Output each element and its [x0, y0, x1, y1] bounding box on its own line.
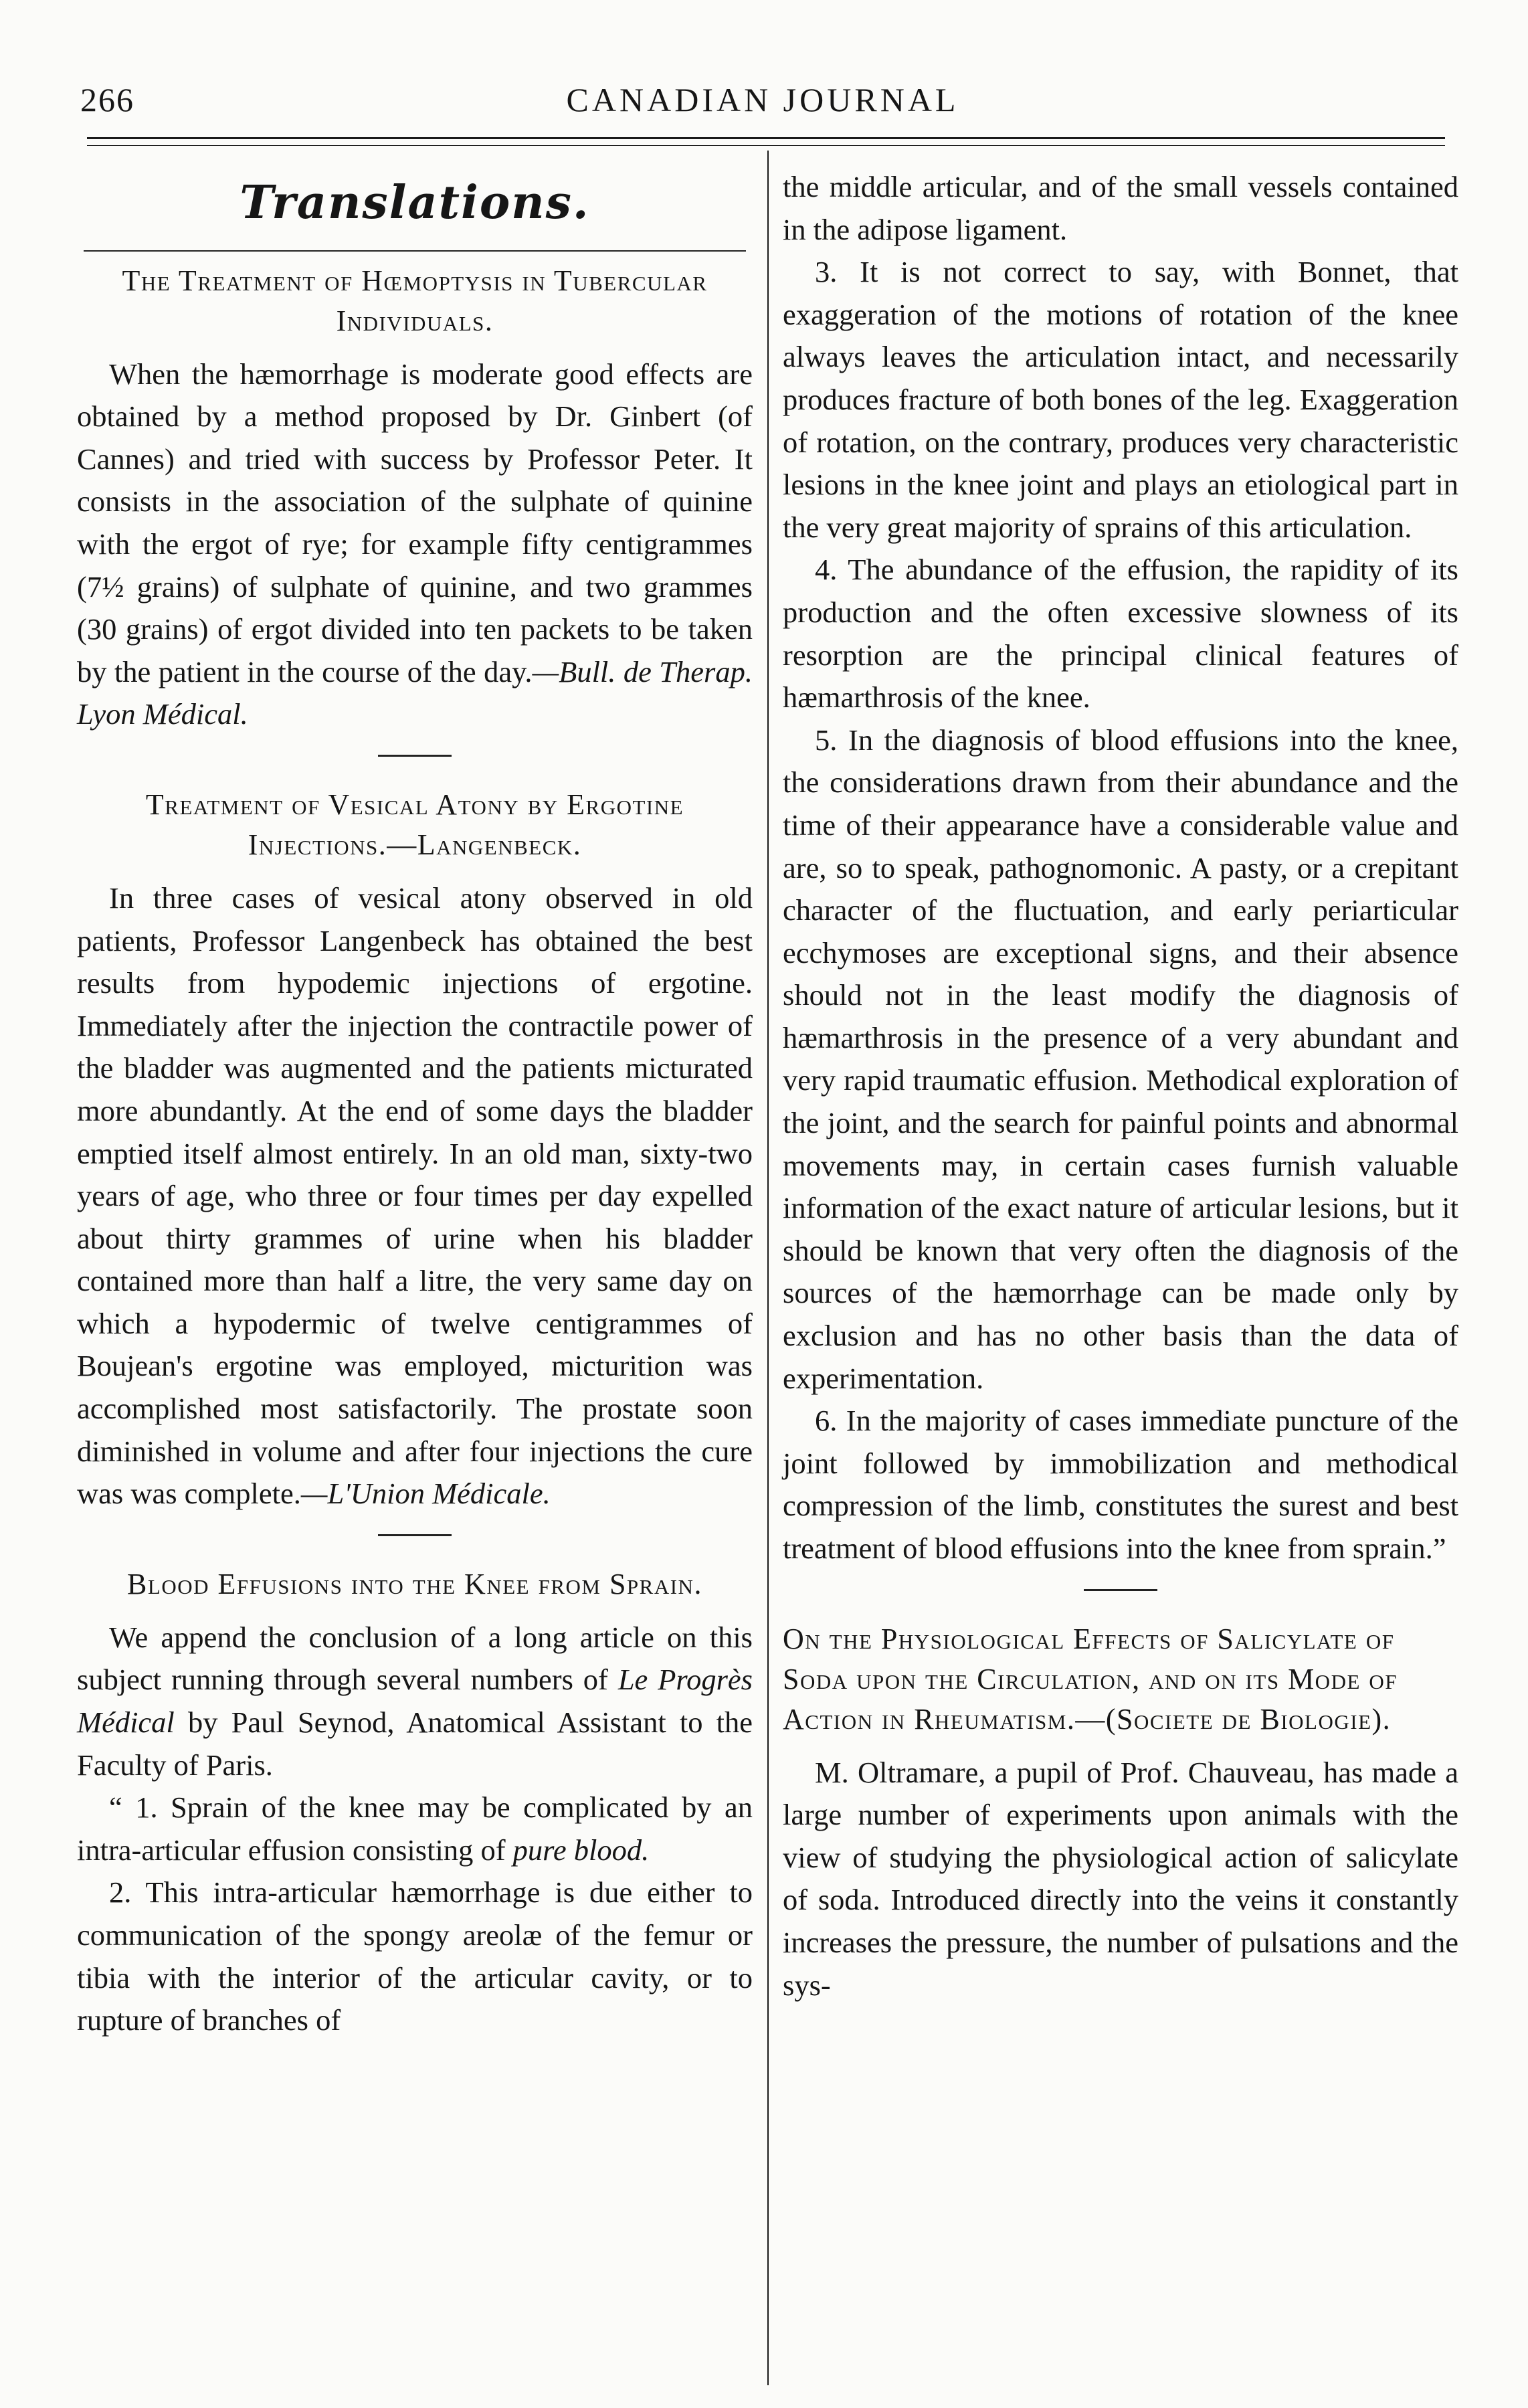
- article-source: —L'Union Médicale.: [300, 1477, 551, 1511]
- section-heading: Translations.: [240, 176, 590, 229]
- article-separator: [378, 755, 452, 757]
- point-emphasis: pure blood.: [512, 1833, 650, 1867]
- knee-point-5: 5. In the diagnosis of blood effusions into the knee, the considerations drawn from their abundance and the time of their appearance have a considerable value and are, so to speak, pathognomonic. A pasty, or a crepitant character of the fluctuation, and early periarticular ecchymoses are exceptional signs, and their absence should not in the least modify the diagnosis of hæmarthrosis in the presence of a very abundant and very rapid traumatic effusion. Methodical exploration of the joint, and the search for painful points and abnormal movements may, in certain cases furnish valuable information of the exact nature of articular lesions, but it should be known that very often the diagnosis of the sources of the hæmorrhage can be made only by exclusion and has no other basis than the data of experimentation.: [783, 723, 1458, 1395]
- section-rule: [84, 250, 746, 252]
- knee-point-6: 6. In the majority of cases immediate puncture of the joint followed by immobilization and methodical compression of the limb, constitutes the surest and best treatment of blood effusions into the knee from sprain.”: [783, 1404, 1458, 1565]
- running-head: CANADIAN JOURNAL: [566, 81, 959, 118]
- point-text: “ 1. Sprain of the knee may be complicated by an intra-articular effusion consisting of: [77, 1790, 753, 1867]
- intro-text: by Paul Seynod, Anatomical Assistant to the Faculty of Paris.: [77, 1705, 753, 1782]
- intro-text: We append the conclusion of a long article on this subject running through several numbers of: [77, 1620, 753, 1697]
- journal-name: Le Progrès Médical: [77, 1663, 753, 1740]
- column-divider: [767, 151, 769, 2385]
- article-intro-knee-effusion: [77, 1616, 753, 1786]
- article-separator: [1084, 1589, 1157, 1591]
- article-body-haemoptysis: [77, 353, 753, 736]
- knee-point-2: 2. This intra-articular hæmorrhage is due either to communication of the spongy areolæ of the femur or tibia with the interior of the articular cavity, or to rupture of branches of: [77, 1875, 753, 2037]
- article-source: —Bull. de Therap. Lyon Médical.: [77, 654, 753, 731]
- page-header: [80, 67, 1445, 127]
- article-title-salicylate: On the Physiological Effects of Salicylate of Soda upon the Circulation, and on its Mode of Action in Rheumatism.—(Societe de Biologie).: [783, 1622, 1398, 1736]
- article-title-vesical-atony: Treatment of Vesical Atony by Ergotine Injections.—Langenbeck.: [145, 788, 684, 861]
- right-column: [783, 166, 1458, 2007]
- article-body-text: In three cases of vesical atony observed in old patients, Professor Langenbeck has obtained the best results from hypodemic injections of ergotine. Immediately after the injection the contractile power of the bladder was augmented and the patients micturated more abundantly. At the end of some days the bladder emptied itself almost entirely. In an old man, sixty-two years of age, who three or four times per day expelled about thirty grammes of urine when his bladder contained more than half a litre, the very same day on which a hypodermic of twelve centigrammes of Boujean's ergotine was employed, micturition was accomplished most satisfactorily. The prostate soon diminished in volume and after four injections the cure was was complete.: [77, 881, 753, 1511]
- page-number: 266: [80, 81, 134, 118]
- knee-point-4: 4. The abundance of the effusion, the rapidity of its production and the often excessive slowness of its resorption are the principal clinical features of hæmarthrosis of the knee.: [783, 553, 1458, 715]
- article-separator: [378, 1534, 452, 1536]
- article-body-vesical-atony: [77, 877, 753, 1515]
- knee-point-1: [77, 1786, 753, 1871]
- article-title-haemoptysis: The Treatment of Hœmoptysis in Tubercular Individuals.: [122, 264, 708, 337]
- knee-point-2-continued: the middle articular, and of the small vessels contained in the adipose ligament.: [783, 170, 1458, 246]
- header-rule-thin: [87, 145, 1445, 146]
- article-body-text: When the hæmorrhage is moderate good effects are obtained by a method proposed by Dr. Ginbert (of Cannes) and tried with success by Professor Peter. It consists in the association of the sulphate of quinine with the ergot of rye; for example fifty centigrammes (7½ grains) of sulphate of quinine, and two grammes (30 grains) of ergot divided into ten packets to be taken by the patient in the course of the day.: [77, 357, 753, 688]
- header-rule-thick: [87, 137, 1445, 139]
- left-column: [77, 167, 753, 2042]
- knee-point-3: 3. It is not correct to say, with Bonnet, that exaggeration of the motions of rotation of the knee always leaves the articulation intact, and necessarily produces fracture of both bones of the leg. Exaggeration of rotation, on the contrary, produces very characteristic lesions in the knee joint and plays an etiological part in the very great majority of sprains of this articulation.: [783, 255, 1458, 544]
- article-body-salicylate: M. Oltramare, a pupil of Prof. Chauveau, has made a large number of experiments upon animals with the view of studying the physiological action of salicylate of soda. Introduced directly into the veins it constantly increases the pressure, the number of pulsations and the sys-: [783, 1755, 1458, 2002]
- article-title-knee-effusion: Blood Effusions into the Knee from Sprain.: [127, 1567, 702, 1600]
